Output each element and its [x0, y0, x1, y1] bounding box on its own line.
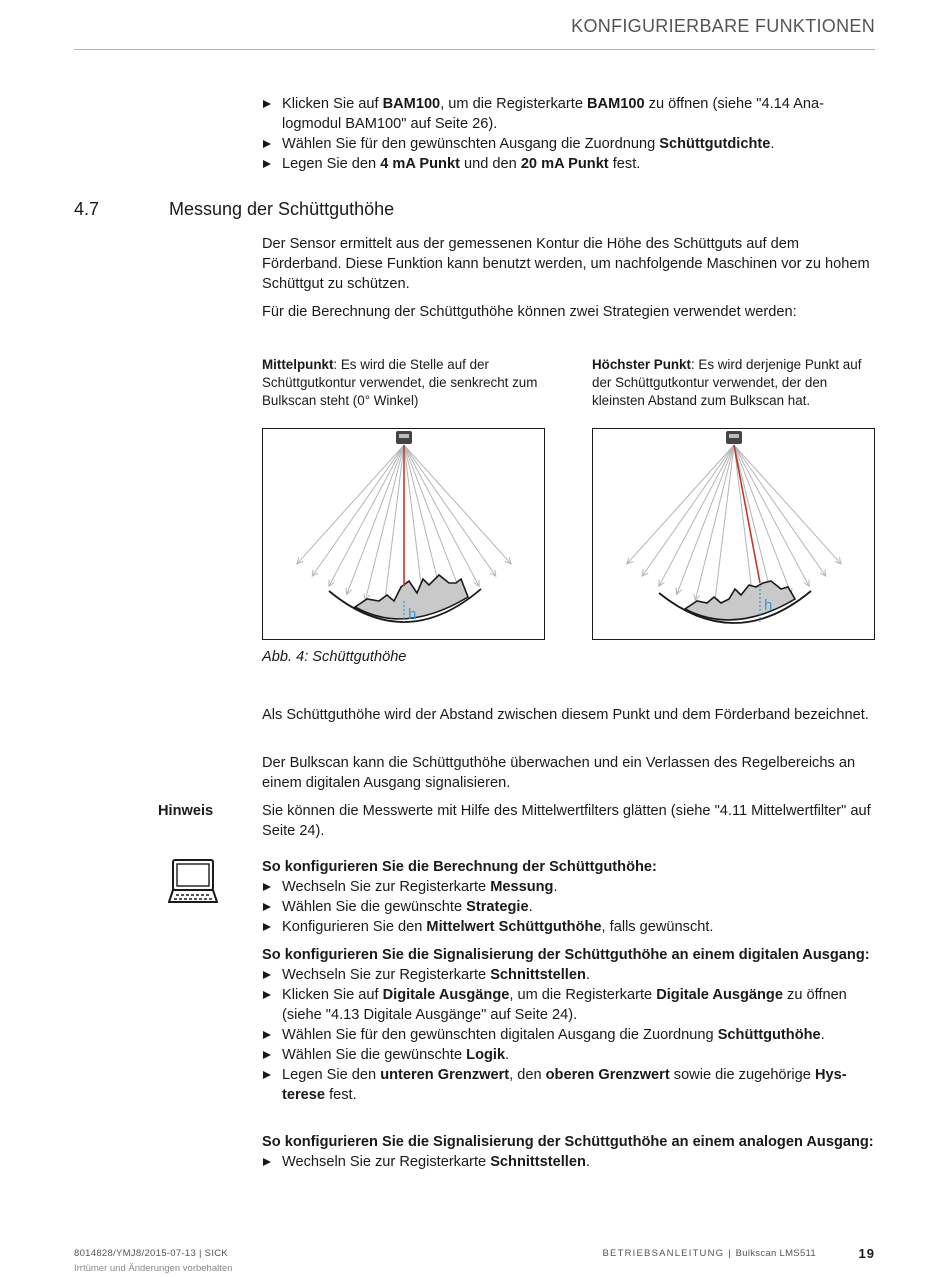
bullet-arrow-icon: [263, 1071, 271, 1079]
step-item: [262, 154, 874, 174]
bulk-material-contour: [685, 581, 795, 620]
step-text: .: [585, 967, 590, 983]
step-emphasis: Hysterese: [282, 1067, 847, 1103]
step-text: Wechseln Sie zur Registerkarte: [282, 879, 491, 895]
step-item: [262, 1045, 874, 1065]
header-divider: [74, 49, 875, 50]
procedure-title: So konfigurieren Sie die Signalisierung der Schüttguthöhe an einem analogen Ausgang:: [262, 1134, 874, 1150]
step-item: [262, 1025, 874, 1045]
scan-ray: [404, 445, 461, 594]
strategy-text: : Es wird derjenige Punkt auf der Schüttgutkontur verwendet, der den kleinsten Abstand zum Bulkscan hat.: [592, 357, 862, 408]
bullet-arrow-icon: [263, 923, 271, 931]
section-title: Messung der Schüttguthöhe: [169, 199, 395, 219]
step-text: .: [528, 899, 533, 915]
procedure-steps: [262, 877, 874, 937]
footer-manual-title: [603, 1248, 816, 1259]
step-item: [262, 94, 874, 134]
step-item: [262, 1152, 874, 1172]
step-item: [262, 877, 874, 897]
step-emphasis: 20 mA Punkt: [520, 156, 609, 172]
step-text: Legen Sie den: [282, 1067, 381, 1083]
scan-ray: [734, 445, 791, 594]
step-text: , um die Registerkarte: [509, 987, 657, 1003]
diagram-highest-point: [592, 428, 875, 640]
step-text: Klicken Sie auf: [282, 96, 383, 112]
bullet-arrow-icon: [263, 1158, 271, 1166]
height-label: h: [408, 606, 417, 623]
bulkscan-sensor-icon: [726, 431, 742, 444]
step-text: Wählen Sie für den gewünschten digitalen Ausgang die Zuordnung: [282, 1027, 718, 1043]
strategy-caption-midpoint: [262, 356, 547, 410]
strategy-label: Mittelpunkt: [262, 357, 334, 372]
step-item: [262, 965, 874, 985]
step-text: .: [820, 1027, 825, 1043]
note-label: Hinweis: [158, 803, 214, 819]
figure-caption: Abb. 4: Schüttguthöhe: [262, 649, 407, 665]
strategy-label: Höchster Punkt: [592, 357, 691, 372]
height-label: h: [764, 597, 773, 614]
step-text: zu öffnen (siehe "4.13 Digitale Ausgänge" auf Seite 24).: [282, 987, 847, 1023]
procedure-digital-output: [262, 945, 874, 1105]
paragraph-monitoring: Der Bulkscan kann die Schüttguthöhe überwachen und ein Verlassen des Regelbereichs an einem digitalen Ausgang signalisieren.: [262, 755, 856, 791]
procedure-calculation: [262, 857, 874, 937]
scan-rays: [627, 445, 841, 604]
step-text: Wechseln Sie zur Registerkarte: [282, 967, 491, 983]
step-item: [262, 985, 874, 1025]
bullet-arrow-icon: [263, 160, 271, 168]
procedure-title: So konfigurieren Sie die Berechnung der Schüttguthöhe:: [262, 859, 657, 875]
step-text: , den: [509, 1067, 546, 1083]
step-emphasis: Digitale Ausgänge: [382, 987, 510, 1003]
step-text: .: [585, 1154, 590, 1170]
bullet-arrow-icon: [263, 1051, 271, 1059]
step-emphasis: Mittelwert Schüttguthöhe: [426, 919, 602, 935]
step-text: Klicken Sie auf: [282, 987, 383, 1003]
procedure-analog-output: [262, 1132, 874, 1172]
step-text: , falls gewünscht.: [601, 919, 714, 935]
note-text: Sie können die Messwerte mit Hilfe des Mittelwertfilters glätten (siehe "4.11 Mittelwertfilter" auf Seite 24).: [262, 803, 871, 839]
step-text: , um die Registerkarte: [440, 96, 587, 112]
bullet-arrow-icon: [263, 1031, 271, 1039]
step-text: sowie die zugehörige: [669, 1067, 815, 1083]
footer-document-id: 8014828/YMJ8/2015-07-13 | SICK: [74, 1248, 229, 1259]
step-text: .: [770, 136, 775, 152]
scan-ray: [734, 445, 773, 600]
step-emphasis: Schüttgutdichte: [659, 136, 771, 152]
step-text: Legen Sie den: [282, 156, 381, 172]
footer-manual-label: BETRIEBSANLEITUNG |: [602, 1248, 732, 1259]
step-text: Wählen Sie die gewünschte: [282, 899, 467, 915]
section-number: 4.7: [74, 199, 100, 219]
step-emphasis: 4 mA Punkt: [380, 156, 460, 172]
footer-disclaimer: Irrtümer und Änderungen vorbehalten: [74, 1263, 233, 1274]
strategy-caption-highest: [592, 356, 877, 410]
step-text: Wählen Sie für den gewünschten Ausgang die Zuordnung: [282, 136, 660, 152]
step-text: fest.: [608, 156, 641, 172]
paragraph-intro: Der Sensor ermittelt aus der gemessenen Kontur die Höhe des Schüttguts auf dem Förderband. Diese Funktion kann benutzt werden, um nachfolgende Maschinen vor zu hohem Schüttgut zu schützen.: [262, 236, 870, 292]
bulkscan-sensor-icon: [396, 431, 412, 444]
step-text: zu öffnen (siehe "4.14 Analogmodul BAM100" auf Seite 26).: [282, 96, 824, 132]
step-text: fest.: [325, 1087, 357, 1103]
footer-model: Bulkscan LMS511: [735, 1248, 816, 1259]
step-text: .: [553, 879, 558, 895]
scan-ray: [695, 445, 734, 600]
bullet-arrow-icon: [263, 100, 271, 108]
step-item: [262, 1065, 874, 1105]
step-emphasis: Digitale Ausgänge: [656, 987, 783, 1003]
step-emphasis: Schüttguthöhe: [717, 1027, 821, 1043]
scan-ray: [365, 445, 404, 600]
step-text: und den: [459, 156, 521, 172]
intro-step-list: [262, 94, 874, 174]
step-text: .: [505, 1047, 510, 1063]
step-emphasis: unteren Grenzwert: [380, 1067, 510, 1083]
measurement-ray-highest: [734, 445, 760, 583]
step-item: [262, 917, 874, 937]
bullet-arrow-icon: [263, 991, 271, 999]
running-header: KONFIGURIERBARE FUNKTIONEN: [571, 16, 875, 36]
strategy-text: : Es wird die Stelle auf der Schüttgutkontur verwendet, die senkrecht zum Bulkscan steht (0° Winkel): [262, 357, 538, 408]
diagram-midpoint: [262, 428, 545, 640]
scan-ray: [677, 445, 734, 594]
paragraph-strategies: Für die Berechnung der Schüttguthöhe können zwei Strategien verwendet werden:: [262, 304, 797, 320]
step-emphasis: Strategie: [466, 899, 529, 915]
step-text: Wählen Sie die gewünschte: [282, 1047, 467, 1063]
step-emphasis: Schnittstellen: [490, 1154, 586, 1170]
bullet-arrow-icon: [263, 903, 271, 911]
procedure-steps: [262, 1152, 874, 1172]
step-text: Wechseln Sie zur Registerkarte: [282, 1154, 491, 1170]
step-item: [262, 134, 874, 154]
scan-ray: [347, 445, 404, 594]
procedure-steps: [262, 965, 874, 1105]
bullet-arrow-icon: [263, 883, 271, 891]
step-emphasis: Messung: [490, 879, 554, 895]
step-emphasis: BAM100: [587, 96, 645, 112]
page-number: 19: [858, 1246, 875, 1261]
step-emphasis: Logik: [466, 1047, 506, 1063]
step-emphasis: Schnittstellen: [490, 967, 586, 983]
paragraph-definition: Als Schüttguthöhe wird der Abstand zwischen diesem Punkt und dem Förderband bezeichnet.: [262, 707, 869, 723]
step-item: [262, 897, 874, 917]
bullet-arrow-icon: [263, 140, 271, 148]
laptop-icon: [168, 858, 218, 906]
procedure-title: So konfigurieren Sie die Signalisierung der Schüttguthöhe an einem digitalen Ausgang:: [262, 947, 870, 963]
step-emphasis: oberen Grenzwert: [545, 1067, 670, 1083]
step-text: Konfigurieren Sie den: [282, 919, 427, 935]
step-emphasis: BAM100: [382, 96, 441, 112]
bullet-arrow-icon: [263, 971, 271, 979]
